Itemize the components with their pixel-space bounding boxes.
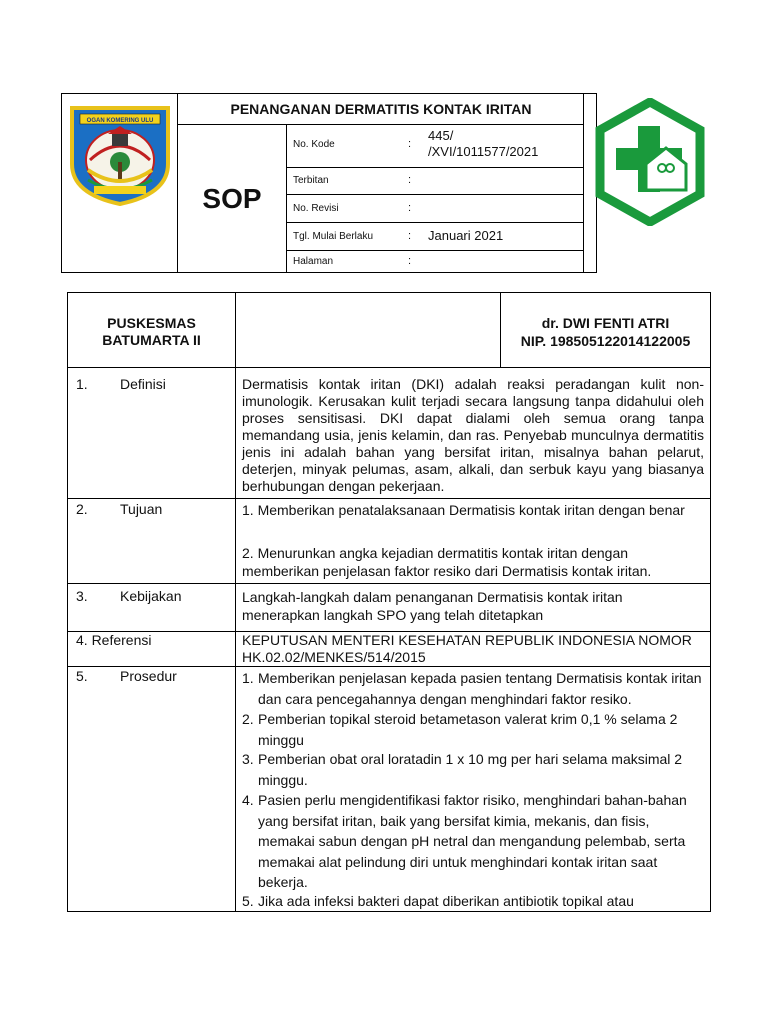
item-text: Pemberian topikal steroid betametason valerat krim 0,1 % selama 2 minggu xyxy=(258,711,678,748)
label-terbitan: Terbitan xyxy=(293,175,329,186)
section-label-kebijakan: Kebijakan xyxy=(120,588,182,604)
sop-body-table xyxy=(67,292,711,912)
section-number: 3. xyxy=(76,588,88,604)
item-text: Jika ada infeksi bakteri dapat diberikan antibiotik topikal atau xyxy=(258,893,634,909)
colon: : xyxy=(408,202,412,214)
kebijakan-text: Langkah-langkah dalam penanganan Dermatisis kontak iritan menerapkan langkah SPO yang telah ditetapkan xyxy=(242,589,623,623)
signer-name: dr. DWI FENTI ATRI xyxy=(541,315,670,331)
item-number: 1. xyxy=(242,670,254,686)
prosedur-item xyxy=(242,790,704,893)
item-text: Memberikan penjelasan kepada pasien tentang Dermatisis kontak iritan dan cara pencegahannya dengan menghindari faktor resiko. xyxy=(258,670,702,707)
prosedur-item xyxy=(242,709,704,750)
item-number: 4. xyxy=(242,792,254,808)
value-no-kode: 445/ /XVI/1011577/2021 xyxy=(428,128,539,159)
section-label-referensi: 4. Referensi xyxy=(76,632,152,648)
puskesmas-name: PUSKESMAS BATUMARTA II xyxy=(102,315,201,348)
section-label-definisi: Definisi xyxy=(120,376,166,392)
prosedur-item xyxy=(242,668,704,709)
prosedur-item xyxy=(242,749,704,790)
tujuan-item: 2. Menurunkan angka kejadian dermatitis kontak iritan dengan memberikan penjelasan faktor resiko dari Dermatisis kontak iritan. xyxy=(242,545,652,579)
colon: : xyxy=(408,138,412,150)
puskesmas-logo xyxy=(594,98,706,226)
colon: : xyxy=(408,230,412,242)
section-number: 2. xyxy=(76,501,88,517)
item-text: Pasien perlu mengidentifikasi faktor risiko, menghindari bahan-bahan yang bersifat iritan, baik yang bersifat kimia, mekanis, dan fisis, memakai sabun dengan pH netral dan mengandung pelembab, serta memakai alat pelindung diri untuk menghindari kontak iritan saat bekerja. xyxy=(258,792,687,890)
label-no-kode: No. Kode xyxy=(293,139,335,150)
section-number: 1. xyxy=(76,376,88,392)
item-text: Pemberian obat oral loratadin 1 x 10 mg per hari selama maksimal 2 minggu. xyxy=(258,751,683,788)
definisi-text: Dermatisis kontak iritan (DKI) adalah reaksi peradangan kulit non-imunologik. Kerusakan kulit terjadi secara langsung tanpa didahului oleh proses sensitisasi. DKI dapat dialami oleh semua orang tanpa memandang usia, jenis kelamin, dan ras. Penyebab munculnya dermatitis jenis ini adalah bahan yang bersifat iritan, misalnya bahan pelarut, deterjen, minyak pelumas, asam, alkali, dan serbuk kayu yang biasanya berhubungan dengan pekerjaan. xyxy=(242,376,704,494)
label-no-revisi: No. Revisi xyxy=(293,203,339,214)
referensi-text: KEPUTUSAN MENTERI KESEHATAN REPUBLIK INDONESIA NOMOR HK.02.02/MENKES/514/2015 xyxy=(242,632,692,665)
item-number: 5. xyxy=(242,893,254,909)
label-halaman: Halaman xyxy=(293,256,334,267)
section-label-tujuan: Tujuan xyxy=(120,501,163,517)
item-number: 2. xyxy=(242,711,254,727)
tujuan-item: 1. Memberikan penatalaksanaan Dermatisis kontak iritan dengan benar xyxy=(242,502,685,518)
section-label-prosedur: Prosedur xyxy=(120,668,177,684)
value-tgl-mulai: Januari 2021 xyxy=(428,228,504,243)
colon: : xyxy=(408,255,412,267)
sop-label: SOP xyxy=(202,182,262,214)
sop-title: PENANGANAN DERMATITIS KONTAK IRITAN xyxy=(230,101,532,117)
item-number: 3. xyxy=(242,751,254,767)
sop-header-table xyxy=(61,93,597,273)
section-number: 5. xyxy=(76,668,88,684)
prosedur-item xyxy=(242,891,704,912)
regency-logo xyxy=(68,102,172,206)
logo-banner-text: OGAN KOMERING ULU xyxy=(86,118,154,124)
signer-nip: NIP. 198505122014122005 xyxy=(520,333,691,349)
colon: : xyxy=(408,174,412,186)
label-tgl-mulai: Tgl. Mulai Berlaku xyxy=(293,231,374,242)
